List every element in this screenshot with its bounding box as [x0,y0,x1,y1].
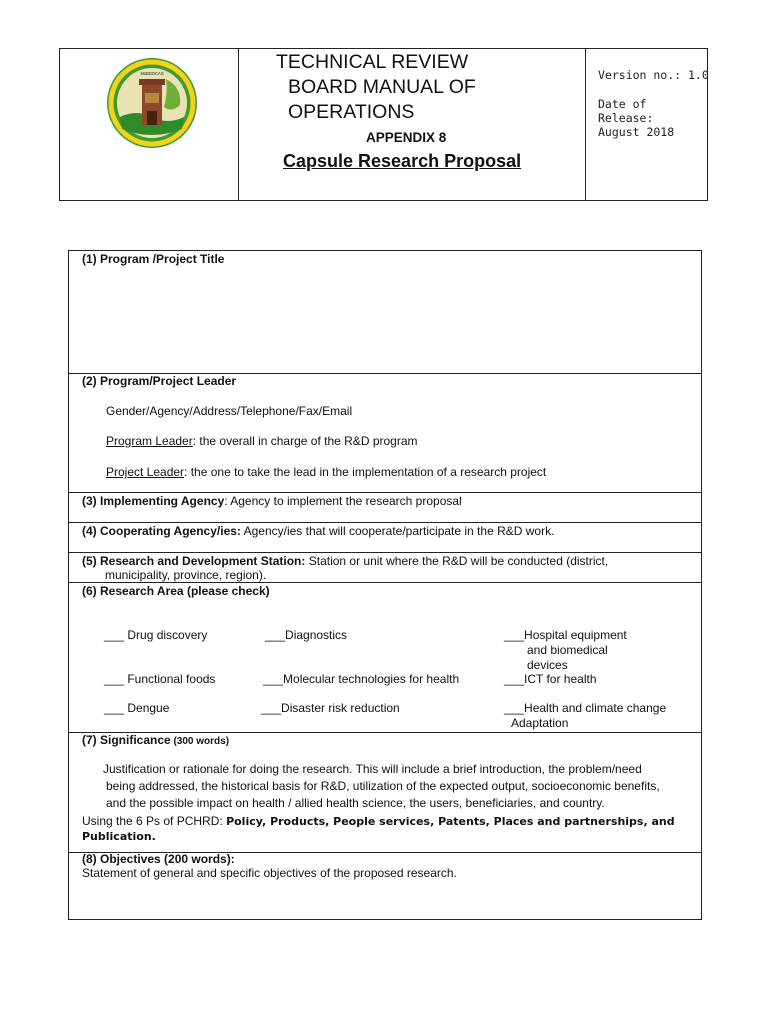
checkbox-diagnostics[interactable]: ___Diagnostics [265,628,348,642]
checkbox-hospital-equipment[interactable]: ___Hospital equipment [504,628,627,642]
program-leader-desc: : the overall in charge of the R&D program [192,434,418,448]
section-5-desc: Station or unit where the R&D will be conducted (district, [305,554,609,568]
checkbox-drug-discovery[interactable]: ___ Drug discovery [104,628,208,642]
logo-text: SBBDOCAS [140,71,164,76]
checkbox-health-climate-change[interactable]: ___Health and climate change [504,701,667,715]
program-leader-row [106,434,418,449]
section-8-title: (8) Objectives (200 words): [82,852,235,866]
header-divider-left [238,49,239,200]
health-climate-change-cont: Adaptation [511,716,569,730]
significance-line-3: and the possible impact on health / allied health science, the users, beneficiaries, and country. [106,796,605,810]
project-leader-label: Project Leader [106,465,185,479]
section-7-title: (7) Significance [82,733,171,747]
section-3-title: (3) Implementing Agency [82,494,225,508]
divider-3 [69,522,701,523]
checkbox-disaster-risk-reduction[interactable]: ___Disaster risk reduction [261,701,400,715]
section-4-row [82,524,554,539]
checkbox-functional-foods[interactable]: ___ Functional foods [104,672,216,686]
project-leader-desc: : the one to take the lead in the implementation of a research project [184,465,547,479]
title-line-2: BOARD MANUAL OF [288,76,476,98]
hospital-equipment-cont-2: devices [527,658,568,672]
section-3-row [82,494,462,509]
title-line-3: OPERATIONS [288,101,415,123]
section-4-desc: Agency/ies that will cooperate/participate in the R&D work. [240,524,555,538]
six-ps-list-cont: Publication. [82,830,156,843]
release-date: August 2018 [598,125,675,139]
release-line-1: Date of [598,97,647,111]
leader-contact-fields: Gender/Agency/Address/Telephone/Fax/Email [106,404,353,418]
section-5-row [82,554,608,569]
six-ps-row [82,814,675,829]
program-leader-label: Program Leader [106,434,193,448]
section-5-desc-cont: municipality, province, region). [105,568,267,582]
section-2-title: (2) Program/Project Leader [82,374,237,388]
header-divider-right [585,49,586,200]
section-5-title: (5) Research and Development Station: [82,554,306,568]
checkbox-dengue[interactable]: ___ Dengue [104,701,170,715]
section-6-title: (6) Research Area (please check) [82,584,270,598]
checkbox-ict-for-health[interactable]: ___ICT for health [504,672,597,686]
section-8-desc: Statement of general and specific objectives of the proposed research. [82,866,457,880]
six-ps-list: Policy, Products, People services, Patents, Places and partnerships, and [226,815,675,828]
section-3-desc: : Agency to implement the research proposal [224,494,462,508]
title-line-1: TECHNICAL REVIEW [276,51,469,73]
release-line-2: Release: [598,111,654,125]
checkbox-molecular-technologies[interactable]: ___Molecular technologies for health [263,672,460,686]
section-1-title: (1) Program /Project Title [82,252,225,266]
hospital-equipment-cont-1: and biomedical [527,643,608,657]
document-subtitle: Capsule Research Proposal [283,151,522,171]
significance-line-1: Justification or rationale for doing the research. This will include a brief introduction, the problem/need [103,762,642,776]
section-7-row [82,733,229,749]
version-number: Version no.: 1.0 [598,68,709,82]
six-ps-prefix: Using the 6 Ps of PCHRD: [82,814,227,828]
divider-4 [69,552,701,553]
organization-logo [106,57,198,149]
section-4-title: (4) Cooperating Agency/ies: [82,524,241,538]
significance-line-2: being addressed, the historical basis for R&D, utilization of the expected output, socioeconomic benefits, [106,779,660,793]
section-7-word-limit: (300 words) [170,736,230,747]
appendix-label: APPENDIX 8 [366,130,447,145]
project-leader-row [106,465,546,480]
proposal-form [68,250,702,920]
divider-2 [69,492,701,493]
